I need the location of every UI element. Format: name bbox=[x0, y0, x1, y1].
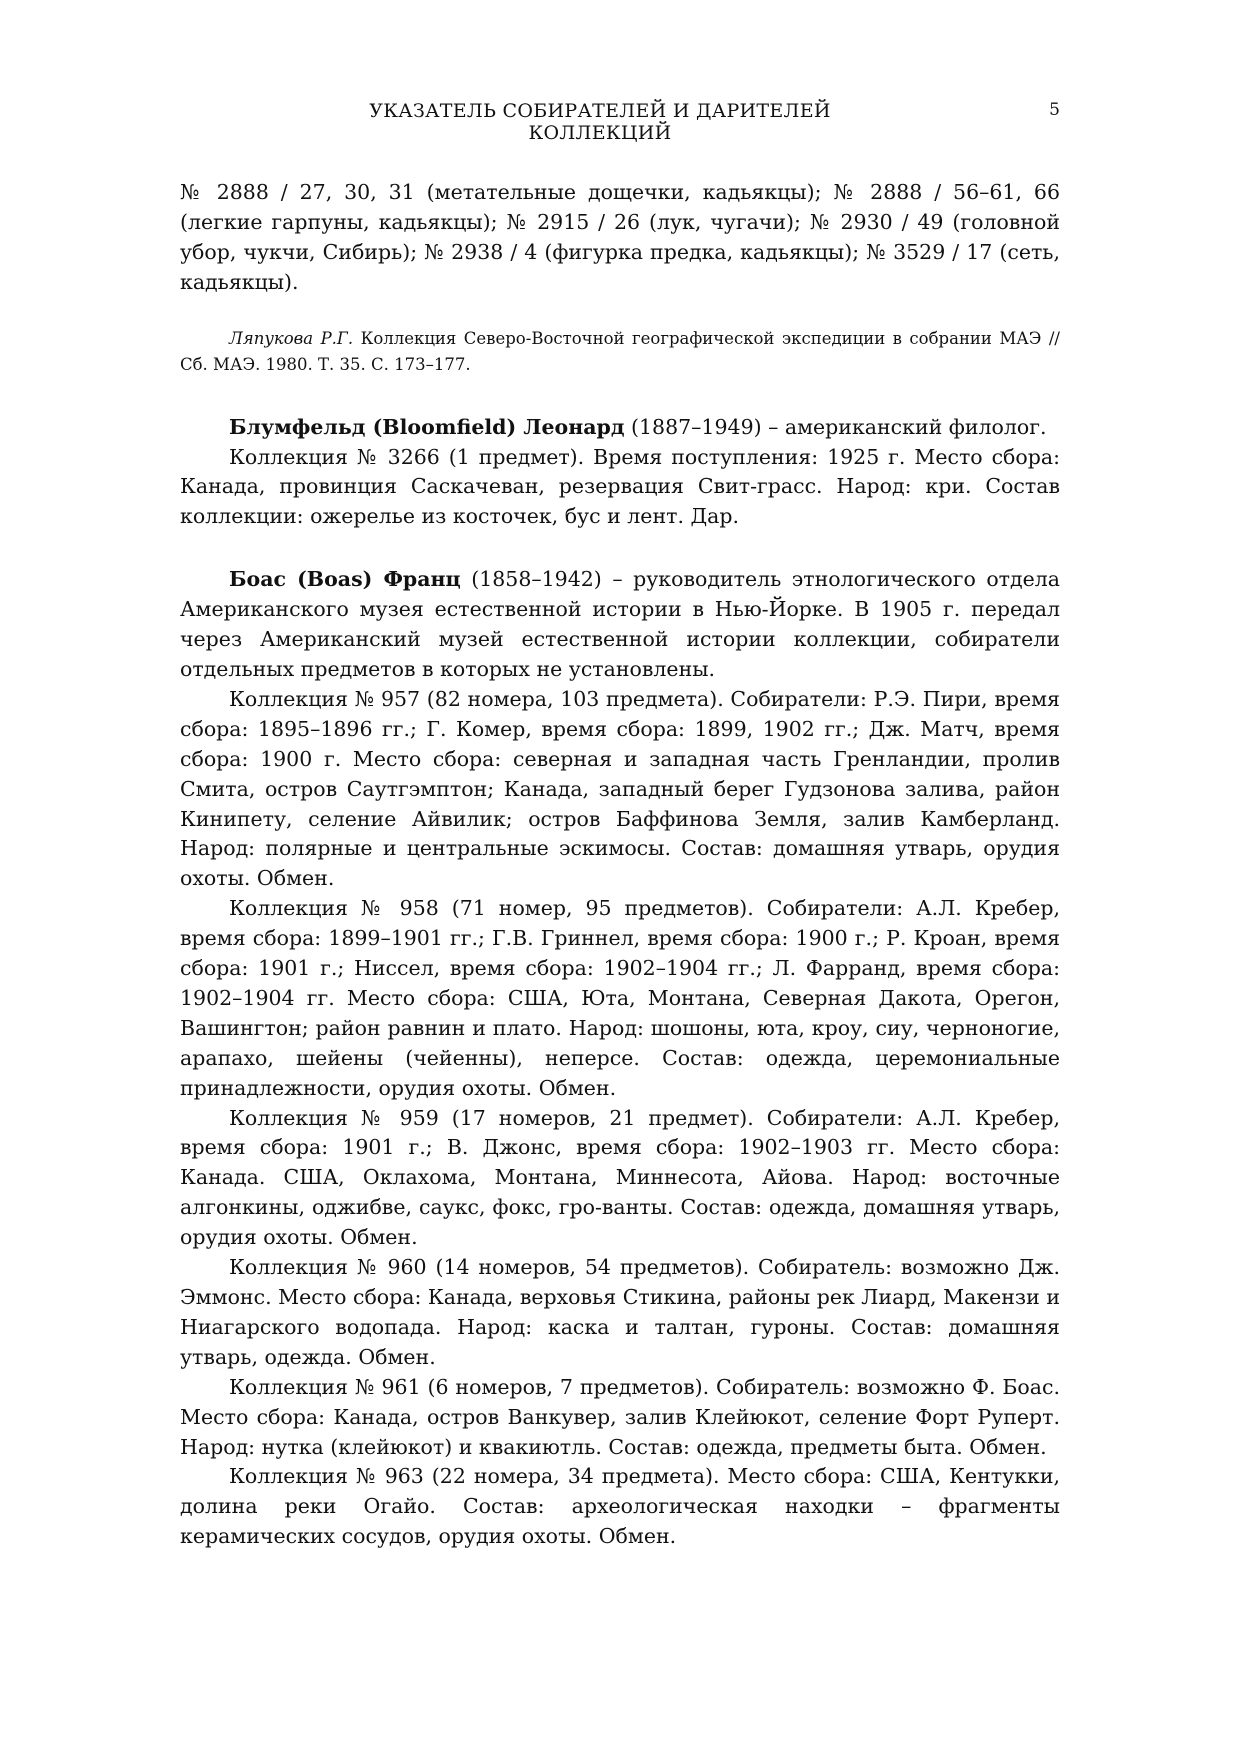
collection-959: Коллекция № 959 (17 номеров, 21 предмет). Собиратели: А.Л. Кребер, время сбора: 1901 г.; В. Джонс, время сбора: 1902–1903 гг. Место сбора: Канада. США, Оклахома, Монтана, Миннесота, Айова. Народ: восточные алгонкины, оджибве, саукс, фокс, гро-ванты. Состав: одежда, домашняя утварь, орудия охоты. Обмен. bbox=[180, 1105, 1060, 1250]
continuation-paragraph: № 2888 / 27, 30, 31 (метательные дощечки, кадьякцы); № 2888 / 56–61, 66 (легкие гарпуны, кадьякцы); № 2915 / 26 (лук, чугачи); № 2930 / 49 (головной убор, чукчи, Сибирь); № 2938 / 4 (фигурка предка, кадьякцы); № 3529 / 17 (сеть, кадьякцы). bbox=[180, 180, 1060, 294]
page-body bbox=[180, 178, 1060, 1552]
entry-name-bloomfield: Блумфельд (Bloomfield) Леонард bbox=[229, 414, 625, 439]
collection-960: Коллекция № 960 (14 номеров, 54 предметов). Собиратель: возможно Дж. Эммонс. Место сбора: Канада, верховья Стикина, районы рек Лиард, Макензи и Ниагарского водопада. Народ: каска и талтан, гуроны. Состав: домашняя утварь, одежда. Обмен. bbox=[180, 1255, 1060, 1369]
reference-author: Ляпукова Р.Г. bbox=[229, 328, 354, 348]
entry-intro-bloomfield: (1887–1949) – американский филолог. bbox=[624, 414, 1047, 439]
page-number: 5 bbox=[1049, 100, 1060, 120]
entry-intro-boas: (1858–1942) – руководитель этнологического отдела Американского музея естественной истории в Нью-Йорке. В 1905 г. передал через Американский музей естественной истории коллекции, собиратели отдельных предметов в которых не установлены. bbox=[180, 567, 1060, 681]
collection-963: Коллекция № 963 (22 номера, 34 предмета). Место сбора: США, Кентукки, долина реки Огайо. Состав: археологическая находки – фрагменты керамических сосудов, орудия охоты. Обмен. bbox=[180, 1464, 1060, 1549]
running-title: УКАЗАТЕЛЬ СОБИРАТЕЛЕЙ И ДАРИТЕЛЕЙ КОЛЛЕКЦИЙ bbox=[369, 100, 831, 144]
collection-958: Коллекция № 958 (71 номер, 95 предметов). Собиратели: А.Л. Кребер, время сбора: 1899–1901 гг.; Г.В. Гриннел, время сбора: 1900 г.; Р. Кроан, время сбора: 1901 г.; Ниссел, время сбора: 1902–1904 гг.; Л. Фарранд, время сбора: 1902–1904 гг. Место сбора: США, Юта, Монтана, Северная Дакота, Орегон, Вашингтон; район равнин и плато. Народ: шошоны, юта, кроу, сиу, черноногие, арапахо, шейены (чейенны), неперсе. Состав: одежда, церемониальные принадлежности, орудия охоты. Обмен. bbox=[180, 896, 1060, 1100]
bibliographic-reference bbox=[180, 326, 1060, 378]
entry-name-boas: Боас (Boas) Франц bbox=[229, 567, 461, 592]
collection-3266: Коллекция № 3266 (1 предмет). Время поступления: 1925 г. Место сбора: Канада, провинция Саскачеван, резервация Свит-грасс. Народ: кри. Состав коллекции: ожерелье из косточек, бус и лент. Дар. bbox=[180, 444, 1060, 529]
entry-heading-boas bbox=[180, 565, 1060, 685]
collection-961: Коллекция № 961 (6 номеров, 7 предметов). Собиратель: возможно Ф. Боас. Место сбора: Канада, остров Ванкувер, залив Клейюкот, селение Форт Руперт. Народ: нутка (клейюкот) и квакиютль. Состав: одежда, предметы быта. Обмен. bbox=[180, 1374, 1060, 1459]
running-head bbox=[180, 100, 1060, 144]
entry-heading-bloomfield bbox=[180, 413, 1060, 443]
collection-957: Коллекция № 957 (82 номера, 103 предмета). Собиратели: Р.Э. Пири, время сбора: 1895–1896 гг.; Г. Комер, время сбора: 1899, 1902 гг.; Дж. Матч, время сбора: 1900 г. Место сбора: северная и западная часть Гренландии, пролив Смита, остров Саутгэмптон; Канада, западный берег Гудзонова залива, район Кинипету, селение Айвилик; остров Баффинова Земля, залив Камберланд. Народ: полярные и центральные эскимосы. Состав: домашняя утварь, орудия охоты. Обмен. bbox=[180, 686, 1060, 891]
reference-text: Коллекция Северо-Восточной географической экспедиции в собрании МАЭ // Сб. МАЭ. 1980. Т. 35. С. 173–177. bbox=[180, 328, 1060, 374]
